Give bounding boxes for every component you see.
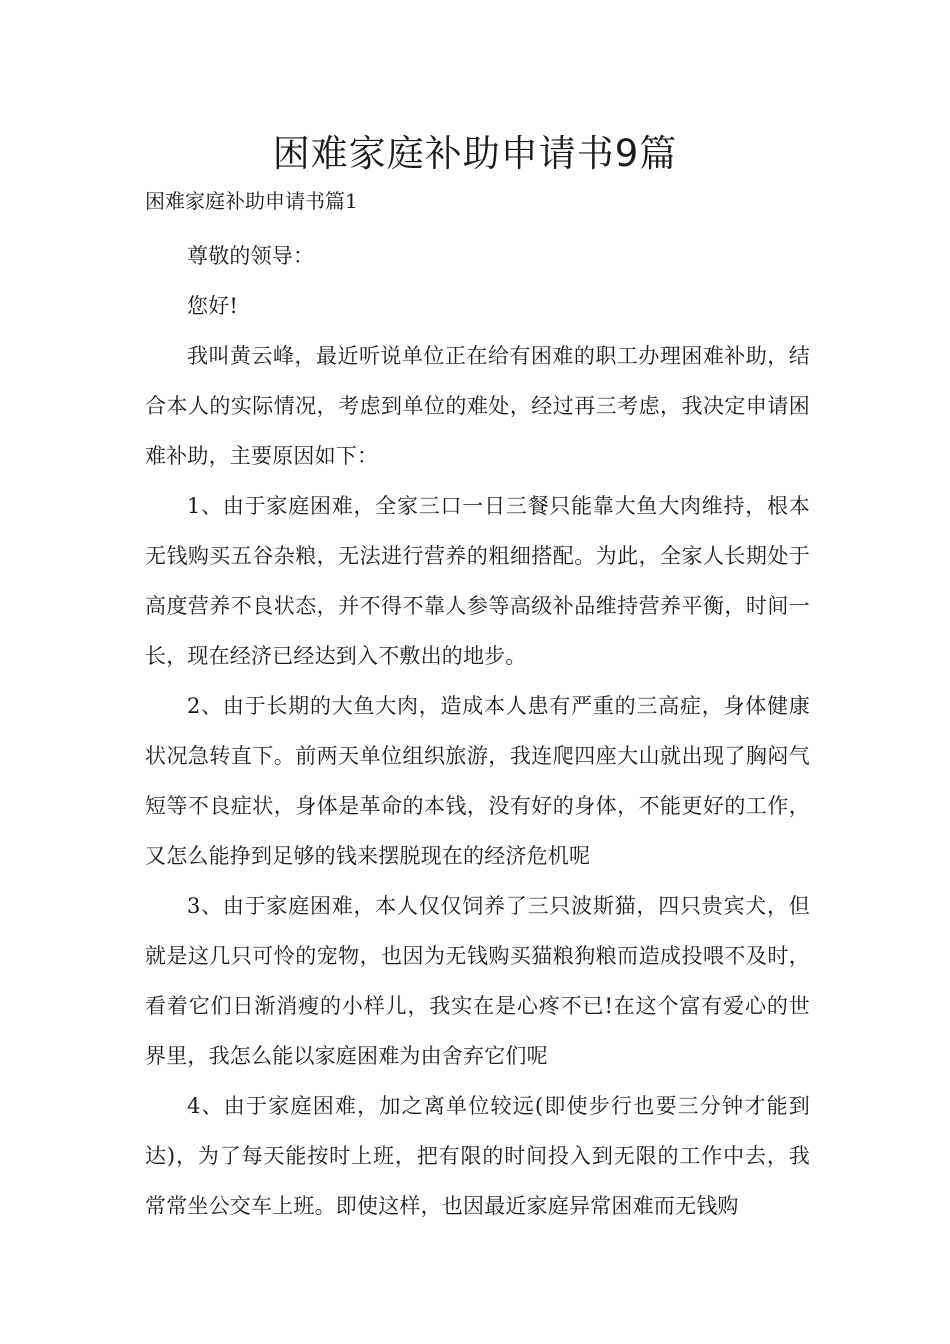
greeting: 您好! (187, 294, 239, 318)
body-paragraph: 1、由于家庭困难，全家三口一日三餐只能靠大鱼大肉维持，根本无钱购买五谷杂粮，无法进行营养的粗细搭配。为此，全家人长期处于高度营养不良状态，并不得不靠人参等高级补品维持营养平衡，时间一长，现在经济已经达到入不敷出的地步。 (145, 494, 810, 668)
body-paragraph: 2、由于长期的大鱼大肉，造成本人患有严重的三高症，身体健康状况急转直下。前两天单位组织旅游，我连爬四座大山就出现了胸闷气短等不良症状，身体是革命的本钱，没有好的身体，不能更好的工作，又怎么能挣到足够的钱来摆脱现在的经济危机呢 (145, 694, 810, 868)
document-title: 困难家庭补助申请书9篇 (272, 132, 678, 175)
body-paragraph: 3、由于家庭困难，本人仅仅饲养了三只波斯猫，四只贵宾犬，但就是这几只可怜的宠物，也因为无钱购买猫粮狗粮而造成投喂不及时，看着它们日渐消瘦的小样儿，我实在是心疼不已!在这个富有爱心的世界里，我怎么能以家庭困难为由舍弃它们呢 (145, 894, 810, 1068)
document-body (145, 231, 810, 1231)
salutation: 尊敬的领导： (187, 244, 315, 268)
body-paragraph: 4、由于家庭困难，加之离单位较远(即使步行也要三分钟才能到达)，为了每天能按时上班，把有限的时间投入到无限的工作中去，我常常坐公交车上班。即使这样，也因最近家庭异常困难而无钱购 (145, 1094, 810, 1218)
section-heading: 困难家庭补助申请书篇1 (145, 189, 358, 213)
body-paragraph: 我叫黄云峰，最近听说单位正在给有困难的职工办理困难补助，结合本人的实际情况，考虑到单位的难处，经过再三考虑，我决定申请困难补助，主要原因如下： (145, 344, 810, 468)
